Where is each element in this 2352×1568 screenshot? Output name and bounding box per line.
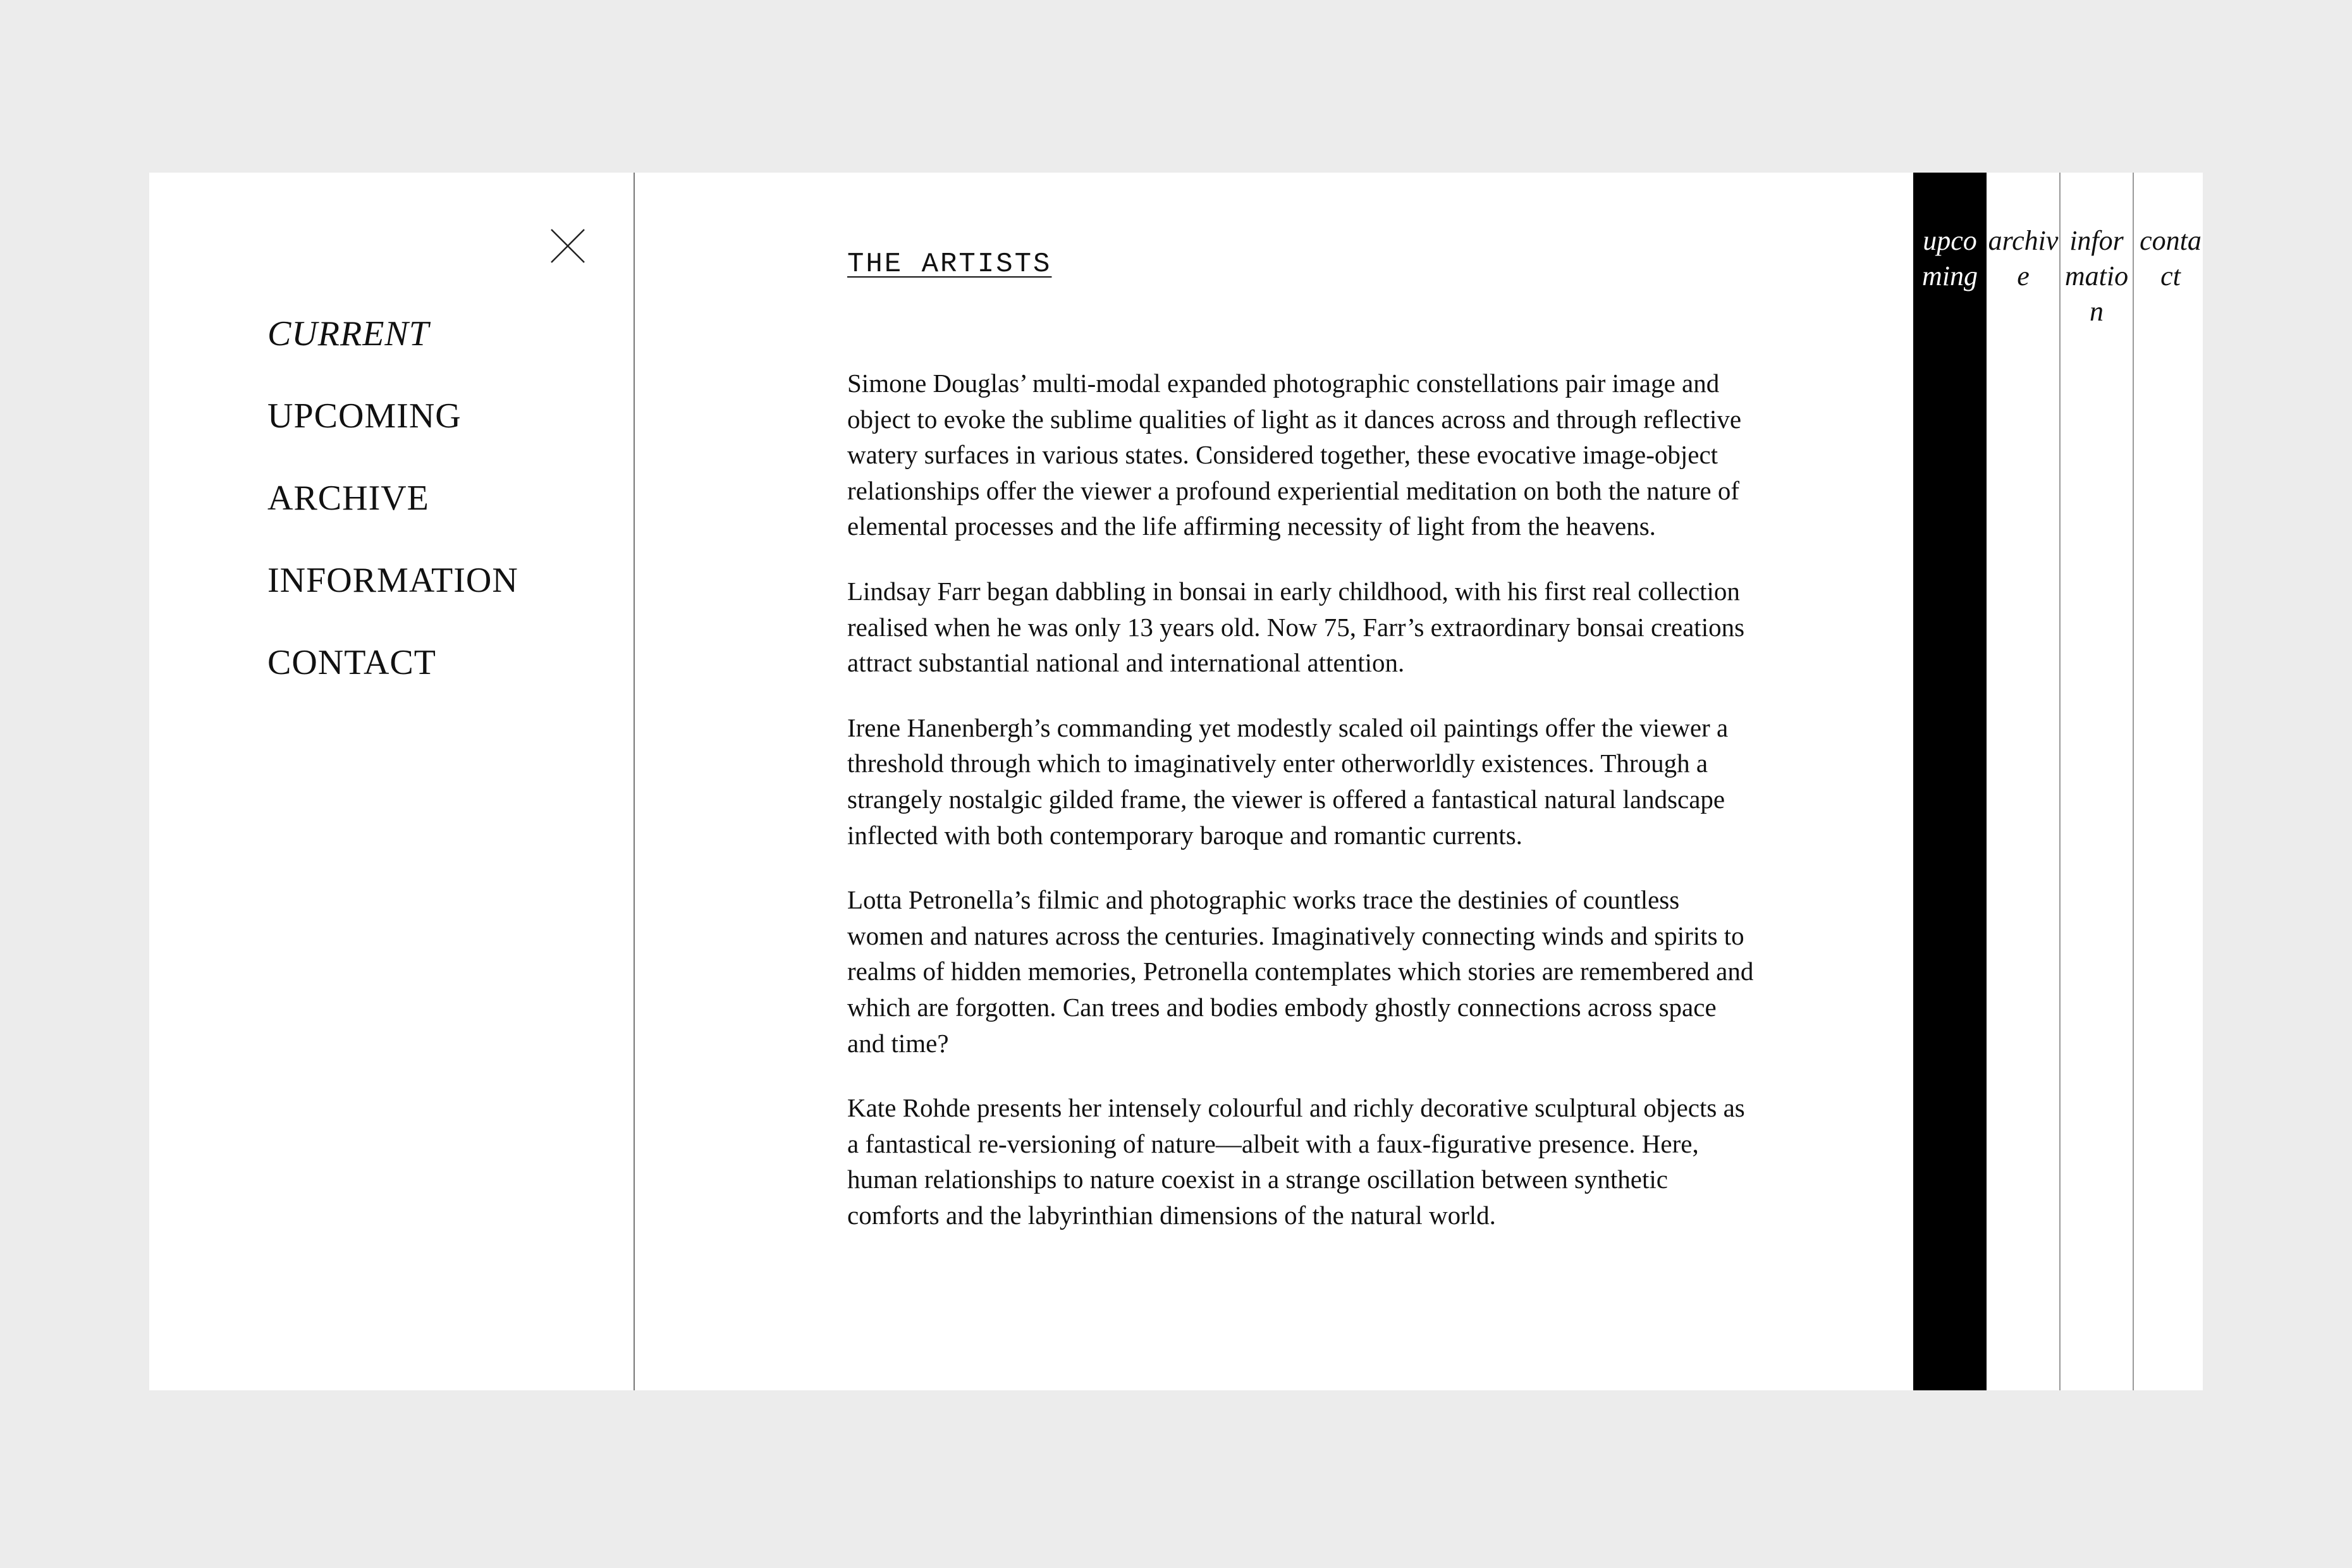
- nav-item-current[interactable]: CURRENT: [267, 314, 429, 353]
- nav-item-archive[interactable]: ARCHIVE: [267, 479, 429, 518]
- paragraph-lindsay-farr: Lindsay Farr began dabbling in bonsai in early childhood, with his first real collection realised when he was only 13 years old. Now 75, Farr’s extraordinary bonsai creations attract substantial national and international attention.: [847, 576, 1745, 678]
- paragraph-kate-rohde: Kate Rohde presents her intensely colourful and richly decorative sculptural objects as a fantastical re-versioning of nature—albeit with a faux-figurative presence. Here, human relationships to nature coexist in a strange oscillation between synthetic comforts and the labyrinthian dimensions of the natural world.: [847, 1093, 1745, 1230]
- tab-upcoming-label: upcoming: [1922, 225, 1978, 291]
- close-icon[interactable]: [549, 227, 587, 265]
- tab-archive[interactable]: [1987, 173, 2061, 1390]
- tab-information-label: information: [2064, 225, 2129, 327]
- paragraph-irene-hanenbergh: Irene Hanenbergh’s commanding yet modestly scaled oil paintings offer the viewer a threshold through which to imaginatively enter otherworldly existences. Through a strangely nostalgic gilded frame, the viewer is offered a fantastical natural landscape inflected with both contemporary baroque and romantic currents.: [847, 713, 1729, 850]
- nav-item-upcoming[interactable]: UPCOMING: [267, 396, 462, 436]
- nav-item-contact[interactable]: CONTACT: [267, 643, 436, 682]
- nav-item-information[interactable]: INFORMATION: [267, 561, 518, 600]
- artist-paragraphs: [847, 365, 1758, 1262]
- site-panel: [149, 173, 2203, 1390]
- paragraph-simone-douglas: Simone Douglas’ multi-modal expanded photographic constellations pair image and object to evoke the sublime qualities of light as it dances across and through reflective watery surfaces in various states. Considered together, these evocative image-object relationships offer the viewer a profound experiential meditation on both the nature of elemental processes and the life affirming necessity of light from the heavens.: [847, 369, 1742, 541]
- tab-upcoming[interactable]: [1913, 173, 1987, 1390]
- tab-contact[interactable]: [2134, 173, 2203, 1390]
- tab-archive-label: archive: [1988, 225, 2059, 291]
- section-heading: THE ARTISTS: [847, 248, 1052, 280]
- paragraph-lotta-petronella: Lotta Petronella’s filmic and photographic works trace the destinies of countless women and natures across the centuries. Imaginatively connecting winds and spirits to realms of hidden memories, Petronella contemplates which stories are remembered and which are forgotten. Can trees and bodies embody ghostly connections across space and time?: [847, 885, 1754, 1058]
- main-content: [847, 173, 1758, 1390]
- tab-information[interactable]: [2061, 173, 2134, 1390]
- tab-contact-label: contact: [2140, 225, 2202, 291]
- side-navigation: [149, 173, 635, 1390]
- nav-menu: [267, 293, 518, 704]
